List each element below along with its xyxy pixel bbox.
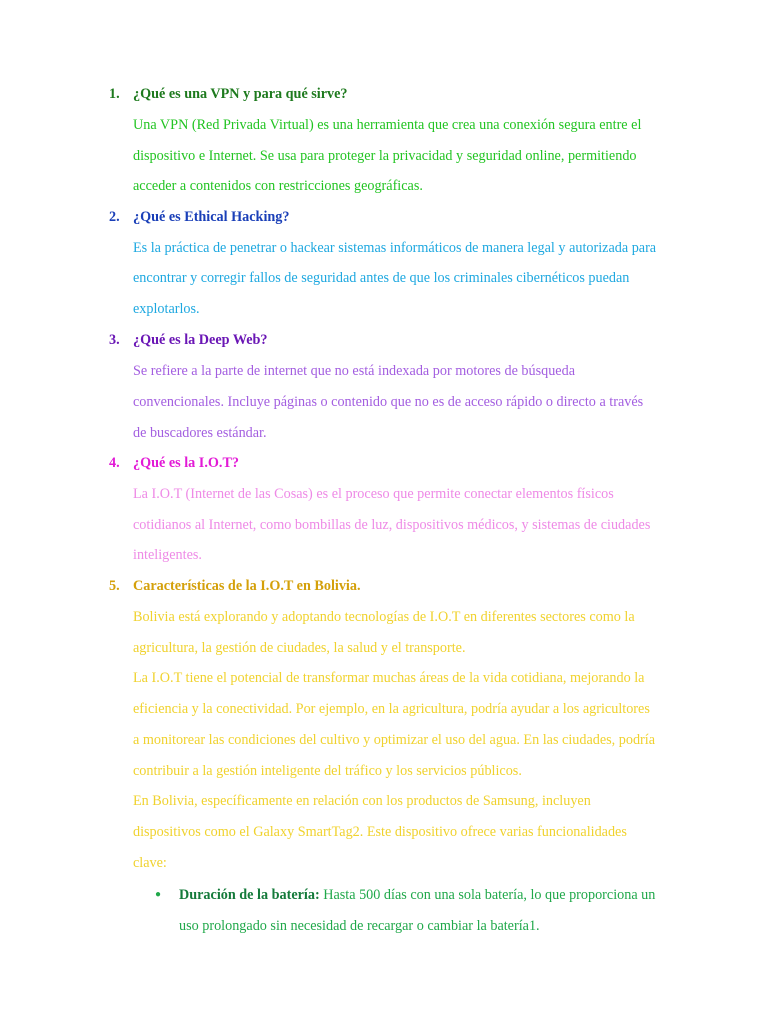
item-5-line-3: La I.O.T tiene el potencial de transformar muchas áreas de la vida cotidiana, mejorando la (133, 670, 645, 686)
item-5-line-8: dispositivos como el Galaxy SmartTag2. Este dispositivo ofrece varias funcionalidades (133, 824, 627, 840)
item-5-line-5: a monitorear las condiciones del cultivo y optimizar el uso del agua. En las ciudades, podría (133, 732, 656, 748)
item-2-line-2: encontrar y corregir fallos de seguridad antes de que los criminales cibernéticos puedan (133, 270, 630, 286)
item-5-line-1: Bolivia está explorando y adoptando tecnologías de I.O.T en diferentes sectores como la (133, 609, 635, 625)
item-3-line-2: convencionales. Incluye páginas o contenido que no es de acceso rápido o directo a través (133, 394, 644, 410)
item-3-title: ¿Qué es la Deep Web? (133, 332, 268, 348)
item-1-title: ¿Qué es una VPN y para qué sirve? (133, 86, 348, 102)
item-5-title: Características de la I.O.T en Bolivia. (133, 578, 361, 594)
bullet-text-1: Hasta 500 días con una sola batería, lo que proporciona un (319, 887, 656, 903)
item-4-line-2: cotidianos al Internet, como bombillas de luz, dispositivos médicos, y sistemas de ciudades (133, 517, 651, 533)
item-5-line-4: eficiencia y la conectividad. Por ejemplo, en la agricultura, podría ayudar a los agricultores (133, 701, 650, 717)
item-2-line-3: explotarlos. (133, 301, 200, 317)
item-4-title: ¿Qué es la I.O.T? (133, 455, 240, 471)
item-2-title: ¿Qué es Ethical Hacking? (133, 209, 290, 225)
bullet-label: Duración de la batería: (179, 887, 320, 903)
item-5-line-9: clave: (133, 855, 167, 871)
item-1-line-3: acceder a contenidos con restricciones geográficas. (133, 178, 423, 194)
item-2-number: 2. (109, 209, 120, 225)
item-2-line-1: Es la práctica de penetrar o hackear sistemas informáticos de manera legal y autorizada para (133, 240, 657, 256)
bullet-line-2: uso prolongado sin necesidad de recargar o cambiar la batería1. (179, 918, 540, 934)
item-3-number: 3. (109, 332, 120, 348)
bullet-line-1 (179, 886, 655, 904)
item-5-line-7: En Bolivia, específicamente en relación con los productos de Samsung, incluyen (133, 793, 591, 809)
item-5-line-2: agricultura, la gestión de ciudades, la salud y el transporte. (133, 640, 466, 656)
item-4-line-1: La I.O.T (Internet de las Cosas) es el proceso que permite conectar elementos físicos (133, 486, 614, 502)
item-5-number: 5. (109, 578, 120, 594)
item-1-number: 1. (109, 86, 120, 102)
item-5-line-6: contribuir a la gestión inteligente del tráfico y los servicios públicos. (133, 763, 522, 779)
item-1-line-2: dispositivo e Internet. Se usa para proteger la privacidad y seguridad online, permitiendo (133, 148, 637, 164)
bullet-dot-icon: ● (155, 889, 162, 900)
item-4-number: 4. (109, 455, 120, 471)
item-3-line-1: Se refiere a la parte de internet que no está indexada por motores de búsqueda (133, 363, 575, 379)
item-3-line-3: de buscadores estándar. (133, 425, 267, 441)
item-4-line-3: inteligentes. (133, 547, 202, 563)
item-1-line-1: Una VPN (Red Privada Virtual) es una herramienta que crea una conexión segura entre el (133, 117, 642, 133)
